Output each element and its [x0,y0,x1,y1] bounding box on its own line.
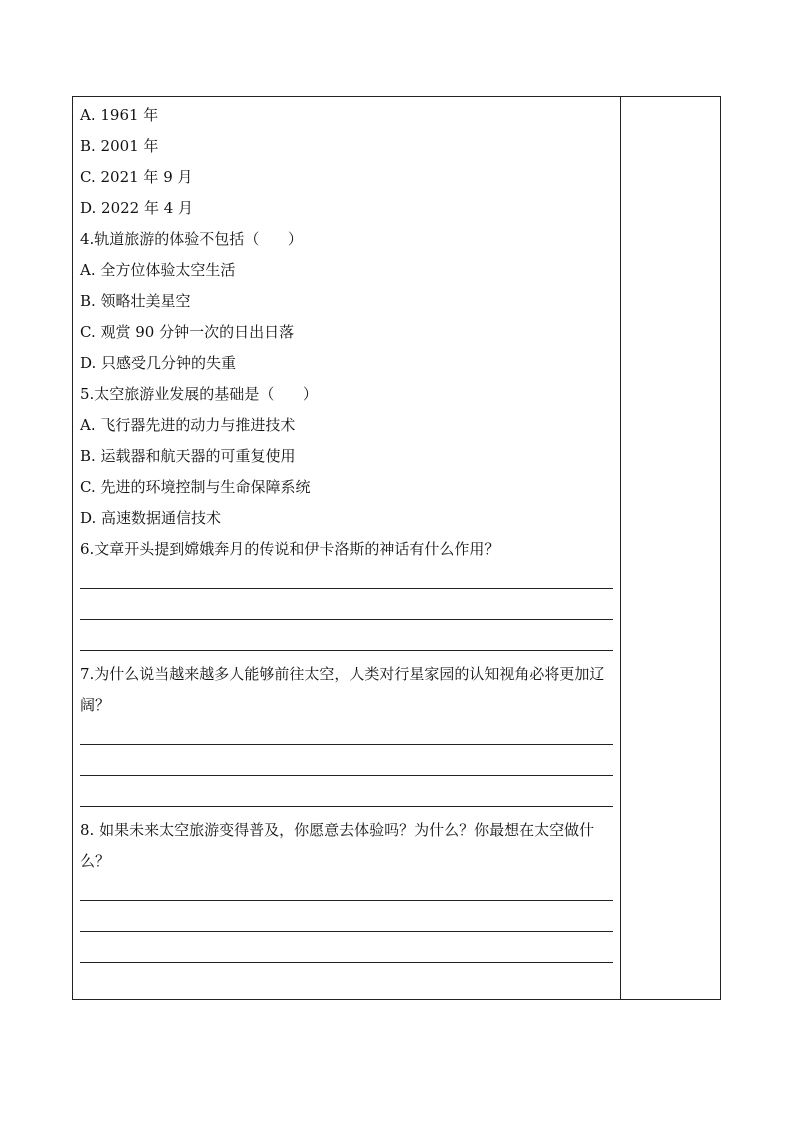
q5-option-c: C. 先进的环境控制与生命保障系统 [80,478,311,496]
q4-option-a: A. 全方位体验太空生活 [80,261,236,279]
worksheet-table [72,96,721,1000]
q3-option-c: C. 2021 年 9 月 [80,168,193,186]
q5-option-b: B. 运载器和航天器的可重复使用 [80,447,296,465]
q5-stem: 5.太空旅游业发展的基础是（ ） [80,385,318,403]
q3-option-d: D. 2022 年 4 月 [80,199,194,217]
column-divider [620,97,621,999]
q7-answer-line[interactable] [80,775,613,776]
q6-stem: 6.文章开头提到嫦娥奔月的传说和伊卡洛斯的神话有什么作用？ [80,540,500,558]
q7-answer-line[interactable] [80,744,613,745]
q8-stem: 8. 如果未来太空旅游变得普及，你愿意去体验吗？为什么？你最想在太空做什么？ [80,821,595,870]
q4-option-c: C. 观赏 90 分钟一次的日出日落 [80,323,295,341]
q3-option-a: A. 1961 年 [80,106,159,124]
q4-stem: 4.轨道旅游的体验不包括（ ） [80,230,303,248]
q3-option-b: B. 2001 年 [80,137,159,155]
q6-answer-line[interactable] [80,650,613,651]
q5-option-d: D. 高速数据通信技术 [80,509,222,527]
q4-option-b: B. 领略壮美星空 [80,292,191,310]
q4-option-d: D. 只感受几分钟的失重 [80,354,237,372]
q5-option-a: A. 飞行器先进的动力与推进技术 [80,416,296,434]
q8-answer-line[interactable] [80,962,613,963]
q7-answer-line[interactable] [80,806,613,807]
q7-stem: 7.为什么说当越来越多人能够前往太空，人类对行星家园的认知视角必将更加辽阔？ [80,665,605,714]
q6-answer-line[interactable] [80,588,613,589]
q6-answer-line[interactable] [80,619,613,620]
q8-answer-line[interactable] [80,900,613,901]
q8-answer-line[interactable] [80,931,613,932]
